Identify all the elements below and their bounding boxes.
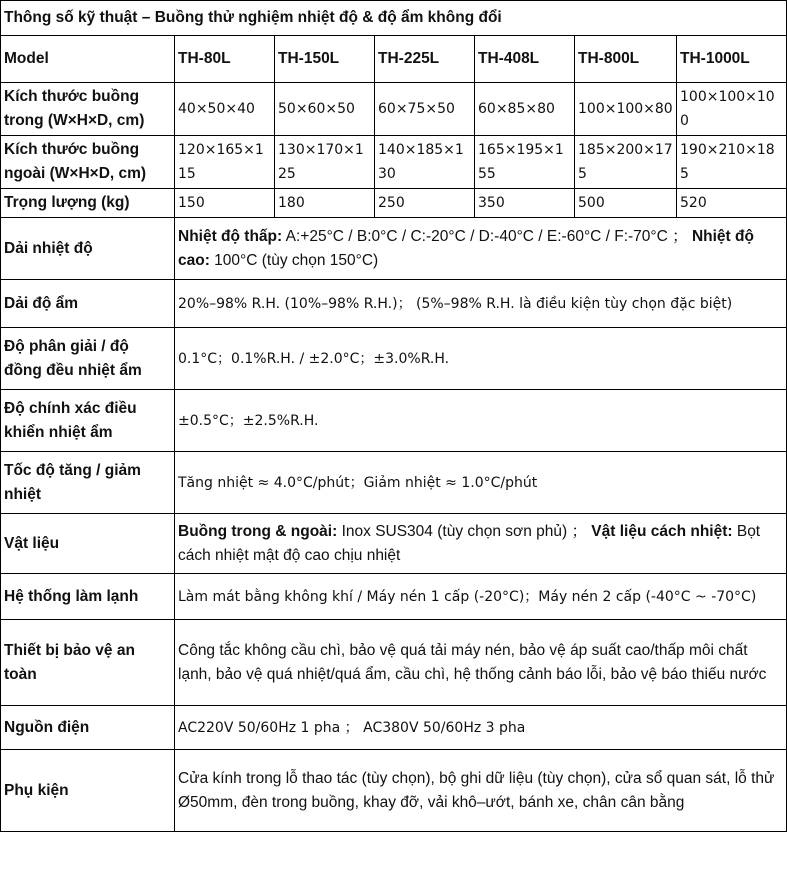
temp-high-label: Nhiệt độ cao: bbox=[178, 227, 754, 269]
outer-size-cell: 165×195×155 bbox=[475, 136, 575, 189]
resolution-label: Độ phân giải / độ đồng đều nhiệt ẩm bbox=[1, 328, 175, 390]
model-cell: TH-800L bbox=[575, 36, 677, 83]
temp-low-label: Nhiệt độ thấp: bbox=[178, 227, 283, 245]
weight-row bbox=[1, 189, 787, 218]
chamber-label: Buồng trong & ngoài: bbox=[178, 522, 338, 540]
power-label: Nguồn điện bbox=[1, 706, 175, 750]
table-title: Thông số kỹ thuật – Buồng thử nghiệm nhiệt độ & độ ẩm không đổi bbox=[1, 1, 787, 36]
weight-cell: 250 bbox=[375, 189, 475, 218]
resolution-value: 0.1°C；0.1%R.H. / ±2.0°C；±3.0%R.H. bbox=[175, 328, 787, 390]
resolution-row bbox=[1, 328, 787, 390]
inner-size-cell: 50×60×50 bbox=[275, 83, 375, 136]
inner-size-cell: 100×100×80 bbox=[575, 83, 677, 136]
cooling-value: Làm mát bằng không khí / Máy nén 1 cấp (-20°C)；Máy nén 2 cấp (-40°C ~ -70°C) bbox=[175, 574, 787, 620]
protection-value: Công tắc không cầu chì, bảo vệ quá tải máy nén, bảo vệ áp suất cao/thấp môi chất lạnh, bảo vệ quá nhiệt/quá ẩm, cầu chì, hệ thống cảnh báo lỗi, bảo vệ báo thiếu nước bbox=[175, 620, 787, 706]
accessories-row bbox=[1, 750, 787, 832]
power-value: AC220V 50/60Hz 1 pha ； AC380V 50/60Hz 3 pha bbox=[175, 706, 787, 750]
rate-row bbox=[1, 452, 787, 514]
inner-size-row bbox=[1, 83, 787, 136]
weight-cell: 520 bbox=[677, 189, 787, 218]
temp-range-value bbox=[175, 218, 787, 280]
protection-label: Thiết bị bảo vệ an toàn bbox=[1, 620, 175, 706]
model-cell: TH-1000L bbox=[677, 36, 787, 83]
accuracy-value: ±0.5°C；±2.5%R.H. bbox=[175, 390, 787, 452]
outer-size-cell: 190×210×185 bbox=[677, 136, 787, 189]
material-label: Vật liệu bbox=[1, 514, 175, 574]
humidity-value: 20%–98% R.H. (10%–98% R.H.)； (5%–98% R.H. là điều kiện tùy chọn đặc biệt) bbox=[175, 280, 787, 328]
inner-size-cell: 60×75×50 bbox=[375, 83, 475, 136]
accuracy-label: Độ chính xác điều khiển nhiệt ẩm bbox=[1, 390, 175, 452]
accessories-label: Phụ kiện bbox=[1, 750, 175, 832]
outer-size-cell: 130×170×125 bbox=[275, 136, 375, 189]
accuracy-row bbox=[1, 390, 787, 452]
material-value bbox=[175, 514, 787, 574]
chamber-value: Inox SUS304 (tùy chọn sơn phủ) ； bbox=[337, 522, 587, 540]
temp-low-value: A:+25°C / B:0°C / C:-20°C / D:-40°C / E:-60°C / F:-70°C ； bbox=[282, 227, 688, 245]
outer-size-label: Kích thước buồng ngoài (W×H×D, cm) bbox=[1, 136, 175, 189]
power-row bbox=[1, 706, 787, 750]
temp-range-row bbox=[1, 218, 787, 280]
outer-size-cell: 120×165×115 bbox=[175, 136, 275, 189]
humidity-label: Dải độ ẩm bbox=[1, 280, 175, 328]
weight-label: Trọng lượng (kg) bbox=[1, 189, 175, 218]
rate-value: Tăng nhiệt ≈ 4.0°C/phút；Giảm nhiệt ≈ 1.0°C/phút bbox=[175, 452, 787, 514]
material-row bbox=[1, 514, 787, 574]
model-cell: TH-408L bbox=[475, 36, 575, 83]
weight-cell: 500 bbox=[575, 189, 677, 218]
weight-cell: 180 bbox=[275, 189, 375, 218]
model-cell: TH-225L bbox=[375, 36, 475, 83]
weight-cell: 350 bbox=[475, 189, 575, 218]
inner-size-label: Kích thước buồng trong (W×H×D, cm) bbox=[1, 83, 175, 136]
inner-size-cell: 40×50×40 bbox=[175, 83, 275, 136]
inner-size-cell: 60×85×80 bbox=[475, 83, 575, 136]
temp-high-value: 100°C (tùy chọn 150°C) bbox=[209, 251, 379, 269]
outer-size-cell: 185×200×175 bbox=[575, 136, 677, 189]
inner-size-cell: 100×100×100 bbox=[677, 83, 787, 136]
weight-cell: 150 bbox=[175, 189, 275, 218]
protection-row bbox=[1, 620, 787, 706]
cooling-label: Hệ thống làm lạnh bbox=[1, 574, 175, 620]
insulation-label: Vật liệu cách nhiệt: bbox=[591, 522, 733, 540]
outer-size-row bbox=[1, 136, 787, 189]
outer-size-cell: 140×185×130 bbox=[375, 136, 475, 189]
model-label: Model bbox=[1, 36, 175, 83]
cooling-row bbox=[1, 574, 787, 620]
model-row bbox=[1, 36, 787, 83]
accessories-value: Cửa kính trong lỗ thao tác (tùy chọn), bộ ghi dữ liệu (tùy chọn), cửa sổ quan sát, lỗ thử Ø50mm, đèn trong buồng, khay đỡ, vải khô–ướt, bánh xe, chân cân bằng bbox=[175, 750, 787, 832]
rate-label: Tốc độ tăng / giảm nhiệt bbox=[1, 452, 175, 514]
model-cell: TH-150L bbox=[275, 36, 375, 83]
humidity-row bbox=[1, 280, 787, 328]
title-row bbox=[1, 1, 787, 36]
model-cell: TH-80L bbox=[175, 36, 275, 83]
temp-range-label: Dải nhiệt độ bbox=[1, 218, 175, 280]
insulation-value: Bọt cách nhiệt mật độ cao chịu nhiệt bbox=[178, 522, 761, 564]
